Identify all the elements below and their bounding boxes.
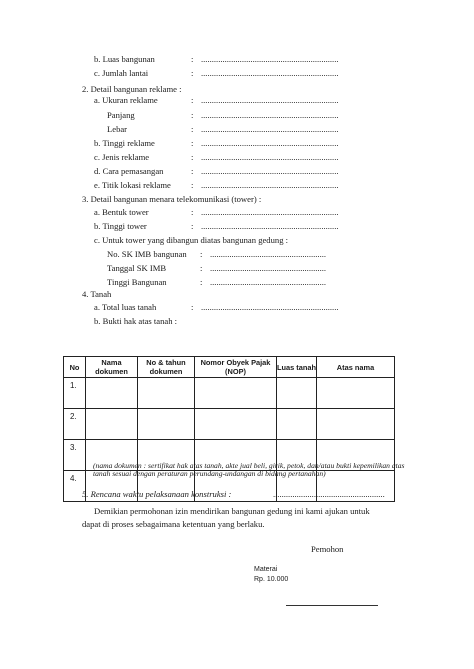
field-colon: :: [191, 110, 194, 120]
field-bentuk-tower-dots[interactable]: ................................................................: [201, 207, 339, 217]
closing-line-2: dapat di proses sebagaimana ketentuan yang berlaku.: [82, 519, 265, 529]
field-luas-bangunan-dots[interactable]: ................................................................: [201, 54, 339, 64]
field-colon: :: [191, 221, 194, 231]
field-titik-lokasi-dots[interactable]: ................................................................: [201, 180, 339, 190]
field-ukuran-reklame-dots[interactable]: ................................................................: [201, 95, 339, 105]
field-lebar-label: Lebar: [107, 124, 128, 134]
row-number: 4.: [64, 471, 86, 502]
field-titik-lokasi-label: e. Titik lokasi reklame: [94, 180, 171, 190]
field-colon: :: [191, 166, 194, 176]
field-panjang-label: Panjang: [107, 110, 135, 120]
table-cell[interactable]: [86, 378, 138, 409]
table-header-row: [64, 357, 395, 378]
field-colon: :: [191, 207, 194, 217]
field-cara-pemasangan-label: d. Cara pemasangan: [94, 166, 164, 176]
field-colon: :: [191, 124, 194, 134]
field-panjang-dots[interactable]: ................................................................: [201, 110, 339, 120]
header-no: No: [64, 357, 86, 378]
header-no-tahun-dokumen: No & tahun dokumen: [138, 357, 195, 378]
field-tinggi-bangunan-dots[interactable]: ......................................................: [210, 277, 327, 287]
field-tinggi-tower-dots[interactable]: ................................................................: [201, 221, 339, 231]
field-colon: :: [200, 263, 203, 273]
table-cell[interactable]: [317, 378, 395, 409]
field-no-sk-imb-label: No. SK IMB bangunan: [107, 249, 187, 259]
signature-line[interactable]: [286, 605, 378, 606]
table-cell[interactable]: [317, 409, 395, 440]
field-total-luas-tanah-dots[interactable]: ................................................................: [201, 302, 339, 312]
field-colon: :: [191, 302, 194, 312]
field-tanggal-sk-imb-dots[interactable]: ......................................................: [210, 263, 327, 273]
header-luas-tanah: Luas tanah: [277, 357, 317, 378]
field-tinggi-reklame-dots[interactable]: ................................................................: [201, 138, 339, 148]
table-row: [64, 409, 395, 440]
subsection-untuk-tower: c. Untuk tower yang dibangun diatas bangunan gedung :: [94, 235, 289, 245]
section-5-label: 5. Rencana waktu pelaksanaan konstruksi :: [82, 489, 232, 499]
section-5-dots[interactable]: ....................................................: [273, 489, 385, 499]
field-cara-pemasangan-dots[interactable]: ................................................................: [201, 166, 339, 176]
table-cell[interactable]: [138, 409, 195, 440]
row-number: 3.: [64, 440, 86, 471]
field-no-sk-imb-dots[interactable]: ......................................................: [210, 249, 327, 259]
section-3-title: 3. Detail bangunan menara telekomunikasi (tower) :: [82, 194, 262, 204]
table-cell[interactable]: [195, 378, 277, 409]
field-colon: :: [191, 68, 194, 78]
table-row: [64, 378, 395, 409]
field-ukuran-reklame-label: a. Ukuran reklame: [94, 95, 158, 105]
field-tinggi-tower-label: b. Tinggi tower: [94, 221, 147, 231]
table-cell[interactable]: [138, 378, 195, 409]
field-colon: :: [191, 152, 194, 162]
field-tanggal-sk-imb-label: Tanggal SK IMB: [107, 263, 167, 273]
field-colon: :: [200, 277, 203, 287]
header-atas-nama: Atas nama: [317, 357, 395, 378]
table-cell[interactable]: [277, 409, 317, 440]
section-2-title: 2. Detail bangunan reklame :: [82, 84, 182, 94]
field-colon: :: [191, 54, 194, 64]
field-lebar-dots[interactable]: ................................................................: [201, 124, 339, 134]
field-colon: :: [191, 180, 194, 190]
field-colon: :: [191, 95, 194, 105]
header-nama-dokumen: Nama dokumen: [86, 357, 138, 378]
subsection-bukti-hak: b. Bukti hak atas tanah :: [94, 316, 178, 326]
field-tinggi-reklame-label: b. Tinggi reklame: [94, 138, 155, 148]
field-bentuk-tower-label: a. Bentuk tower: [94, 207, 149, 217]
field-colon: :: [191, 138, 194, 148]
field-jumlah-lantai-label: c. Jumlah lantai: [94, 68, 149, 78]
field-jumlah-lantai-dots[interactable]: ................................................................: [201, 68, 339, 78]
materai-label: Materai: [254, 566, 278, 573]
section-4-title: 4. Tanah: [82, 289, 112, 299]
header-nop: Nomor Obyek Pajak (NOP): [195, 357, 277, 378]
table-cell[interactable]: [277, 378, 317, 409]
pemohon-label: Pemohon: [311, 544, 344, 554]
row-number: 1.: [64, 378, 86, 409]
field-tinggi-bangunan-label: Tinggi Bangunan: [107, 277, 167, 287]
land-documents-table: [63, 356, 395, 502]
field-colon: :: [200, 249, 203, 259]
table-cell[interactable]: [195, 409, 277, 440]
row-number: 2.: [64, 409, 86, 440]
field-luas-bangunan-label: b. Luas bangunan: [94, 54, 155, 64]
field-total-luas-tanah-label: a. Total luas tanah: [94, 302, 157, 312]
field-jenis-reklame-label: c. Jenis reklame: [94, 152, 150, 162]
closing-line-1: Demikian permohonan izin mendirikan bangunan gedung ini kami ajukan untuk: [94, 506, 370, 516]
field-jenis-reklame-dots[interactable]: ................................................................: [201, 152, 339, 162]
table-cell[interactable]: [86, 409, 138, 440]
document-note: (nama dokumen : sertifikat hak atas tanah, akte jual beli, girik, petok, dan/atau bukti kepemilikan atas tanah sesuai dengan peraturan perundang-undangan di bidang pertanahan): [93, 461, 405, 479]
materai-amount: Rp. 10.000: [254, 576, 289, 583]
